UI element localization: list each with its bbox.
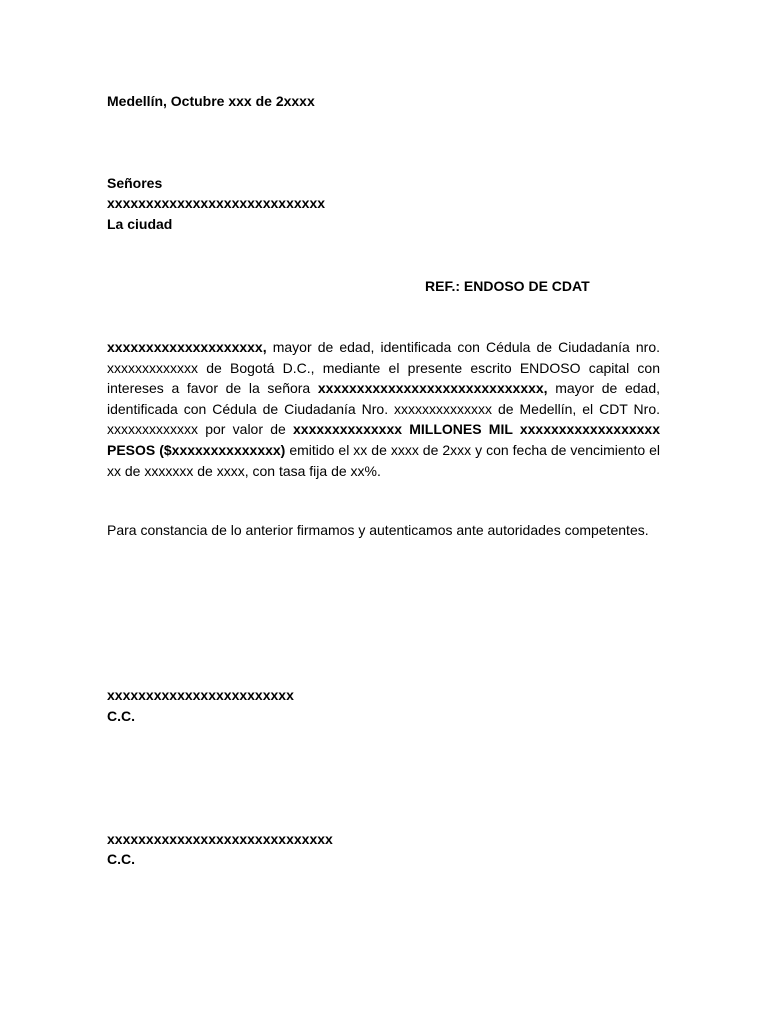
signature-1-id-label: C.C.	[107, 708, 135, 724]
recipient-name: xxxxxxxxxxxxxxxxxxxxxxxxxxxx	[107, 195, 326, 211]
signature-2-name: xxxxxxxxxxxxxxxxxxxxxxxxxxxxx	[107, 831, 333, 847]
signature-2-id-label: C.C.	[107, 851, 135, 867]
body-text-2: mayor de edad, identificada con Cédula de Ciudadanía Nro. xxxxxxxxxxxxxx de Medellín, el CDT Nro. xxxxxxxxxxxxx por valor de	[107, 380, 661, 438]
body-text-1: mayor de edad, identificada con Cédula de Ciudadanía nro. xxxxxxxxxxxxx de Bogotá D.C., mediante el presente escrito ENDOSO capital con intereses a favor de la señora	[107, 339, 660, 397]
place-date: Medellín, Octubre xxx de 2xxxx	[107, 93, 315, 109]
reference-line: REF.: ENDOSO DE CDAT	[425, 278, 590, 294]
endorser-name: xxxxxxxxxxxxxxxxxxxx,	[107, 339, 267, 355]
signature-1-name: xxxxxxxxxxxxxxxxxxxxxxxx	[107, 687, 294, 703]
beneficiary-name: xxxxxxxxxxxxxxxxxxxxxxxxxxxxx,	[317, 380, 548, 397]
body-text-3: emitido el xx de xxxx de 2xxx y con fecha de vencimiento el xx de xxxxxxx de xxxx, con tasa fija de xx%.	[107, 441, 661, 479]
closing-paragraph: Para constancia de lo anterior firmamos y autenticamos ante autoridades competentes.	[107, 522, 649, 538]
recipient-salutation: Señores	[107, 175, 163, 191]
body-paragraph	[107, 337, 660, 481]
amount-words: xxxxxxxxxxxxxx MILLONES MIL xxxxxxxxxxxxxxxxxx PESOS ($xxxxxxxxxxxxxx)	[107, 421, 660, 458]
recipient-city: La ciudad	[107, 216, 173, 232]
